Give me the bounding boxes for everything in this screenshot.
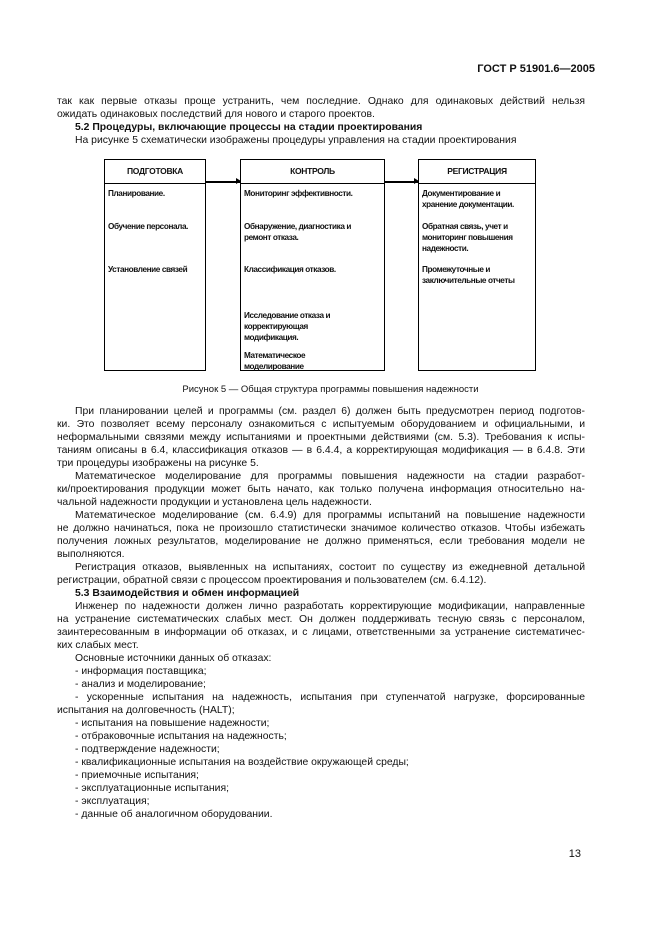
text-line: - подтверждение надежности; [75,744,220,755]
text-line: Математическое моделирование (см. 6.4.9) для программы испытаний на повышение надежности [75,510,585,521]
box-item: Промежуточные и заключительные отчеты [422,265,515,285]
box-item: Классификация отказов. [244,265,336,274]
text-line: Математическое моделирование для программы повышения надежности на стадии разработ- [75,471,585,482]
text-line: - анализ и моделирование; [75,679,206,690]
text-line: - данные об аналогичном оборудовании. [75,809,273,820]
box-item: Обучение персонала. [108,222,188,231]
text-line: Регистрация отказов, выявленных на испытаниях, состоит по существу из ежедневной детальной [75,562,585,573]
text-line: - эксплуатация; [75,796,150,807]
text-line: - квалификационные испытания на воздействие окружающей среды; [75,757,409,768]
section-heading: 5.3 Взаимодействия и обмен информацией [75,588,300,599]
text-line: выполняются. [57,549,125,560]
text-line: ки. Это позволяет всему персоналу ознакомиться с испытуемым оборудованием и официальными, и [57,419,585,430]
box-item: Исследование отказа и корректирующая модификация. [244,311,331,342]
intro-text-block [57,95,585,147]
text-line: - приемочные испытания; [75,770,199,781]
text-line: испытания на долговечность (HALT); [57,705,235,716]
text-line: - эксплуатационные испытания; [75,783,229,794]
text-line: регистрации, обратной связи с процессом проектирования и пользователем (см. 6.4.12). [57,575,487,586]
text-line: так как первые отказы проще устранить, чем последние. Однако для одинаковых действий нельзя [57,96,585,107]
text-line: неформальными связями между испытаниями и проектными действиями (см. 5.3). Требования к испы- [57,432,585,443]
text-line: не должно начинаться, пока не произошло статистически значимое количество отказов. Чтобы избежать [57,523,585,534]
box-title: КОНТРОЛЬ [241,160,384,184]
box-item: Документирование и хранение документации. [422,189,514,209]
text-line: ки/проектирования продукции может быть начато, как только получена информация относительно на- [57,484,585,495]
text-line: На рисунке 5 схематически изображены процедуры управления на стадии проектирования [75,135,517,146]
text-line: три процедуры изображены на рисунке 5. [57,458,259,469]
text-line: ожидать одинаковых последствий для нового и старого проектов. [57,109,375,120]
text-line: - испытания на повышение надежности; [75,718,270,729]
box-title: ПОДГОТОВКА [105,160,205,184]
text-line: таниям описаны в 6.4, классификация отказов — в 6.4.4, а корректирующая модификация — в 6.4.8. Эти [57,445,585,456]
text-line: ких слабых мест. [57,640,139,651]
text-line: заинтересованным в информации об отказах, и с лицами, ответственными за устранение систематичес- [57,627,585,638]
text-line: Основные источники данных об отказах: [75,653,272,664]
text-line: - ускоренные испытания на надежность, испытания при ступенчатой нагрузке, форсированные [75,692,585,703]
text-line: - информация поставщика; [75,666,207,677]
arrow-icon [206,181,240,183]
text-line: Инженер по надежности должен лично разработать корректирующие модификации, направленные [75,601,585,612]
box-item: Обнаружение, диагностика и ремонт отказа. [244,222,351,242]
section-heading: 5.2 Процедуры, включающие процессы на стадии проектирования [75,122,423,133]
box-registration [418,159,536,371]
text-line: на устранение систематических слабых мест. Он должен поддерживать тесную связь с персоналом, [57,614,585,625]
box-item: Математическое моделирование [244,351,306,371]
box-item: Мониторинг эффективности. [244,189,353,198]
box-item: Обратная связь, учет и мониторинг повышения надежности. [422,222,513,253]
box-title: РЕГИСТРАЦИЯ [419,160,535,184]
box-control [240,159,385,371]
text-line: чальной надежности продукции и установлена цель надежности. [57,497,372,508]
body-text-block [57,405,585,821]
box-item: Установление связей [108,265,188,274]
figure-caption: Рисунок 5 — Общая структура программы повышения надежности [182,384,479,395]
arrow-icon [385,181,418,183]
page-number: 13 [568,848,581,860]
text-line: получения ложных результатов, моделирование не должно применяться, если требования модели не [57,536,585,547]
document-id-header: ГОСТ Р 51901.6—2005 [477,63,595,75]
box-item: Планирование. [108,189,165,198]
text-line: - отбраковочные испытания на надежность; [75,731,287,742]
box-preparation [104,159,206,371]
text-line: При планировании целей и программы (см. раздел 6) должен быть предусмотрен период подготов- [75,406,585,417]
